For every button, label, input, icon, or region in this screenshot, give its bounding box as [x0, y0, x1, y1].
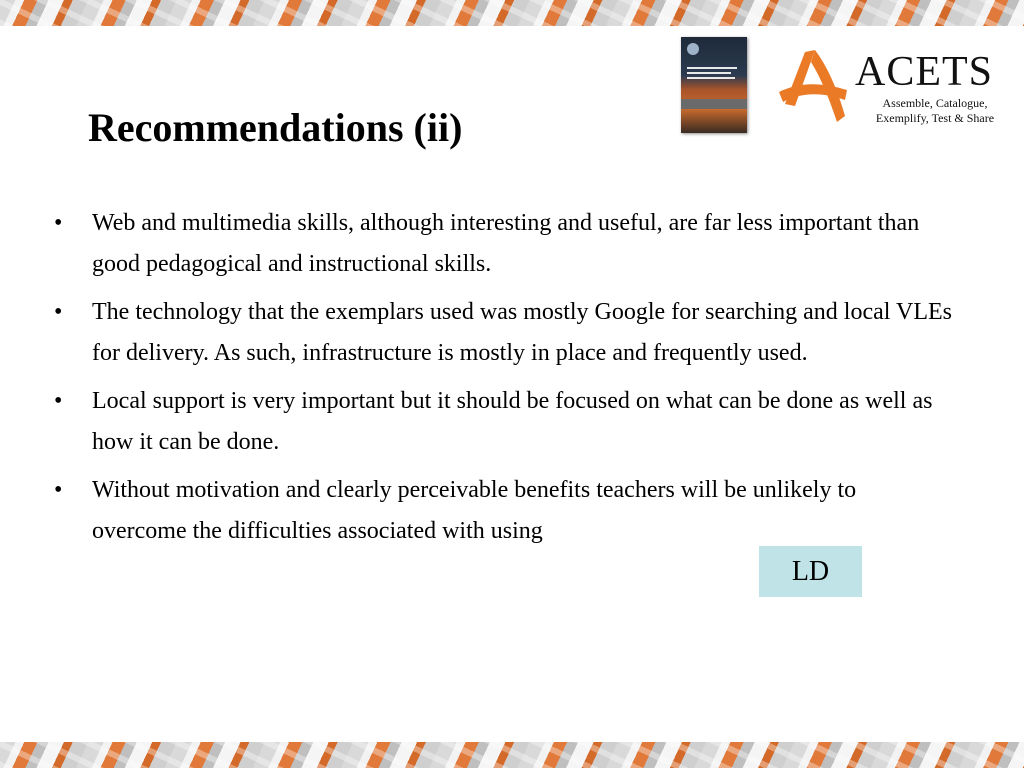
bullet-icon: • — [54, 477, 63, 503]
brand-tagline: Assemble, Catalogue, Exemplify, Test & Share — [875, 96, 995, 125]
list-item: • Local support is very important but it should be focused on what can be done as well as how it can be done. — [52, 381, 952, 463]
brand-name: ACETS — [855, 49, 994, 95]
bullet-icon: • — [54, 299, 63, 325]
ld-highlight-box: LD — [759, 546, 862, 597]
bullet-icon: • — [54, 388, 63, 414]
list-item: • The technology that the exemplars used was mostly Google for searching and local VLEs for delivery. As such, infrastructure is mostly in place and frequently used. — [52, 292, 952, 374]
list-item: • Without motivation and clearly perceivable benefits teachers will be unlikely to overcome the difficulties associated with using — [52, 470, 952, 552]
book-cover-thumbnail — [681, 37, 747, 133]
slide-title: Recommendations (ii) — [88, 105, 463, 150]
acets-logo-icon — [775, 46, 851, 130]
list-item: • Web and multimedia skills, although interesting and useful, are far less important than good pedagogical and instructional skills. — [52, 203, 952, 285]
bullet-list — [52, 203, 952, 559]
bullet-icon: • — [54, 210, 63, 236]
top-decorative-band — [0, 0, 1024, 26]
acets-brand — [775, 42, 1003, 132]
bottom-decorative-band — [0, 742, 1024, 768]
